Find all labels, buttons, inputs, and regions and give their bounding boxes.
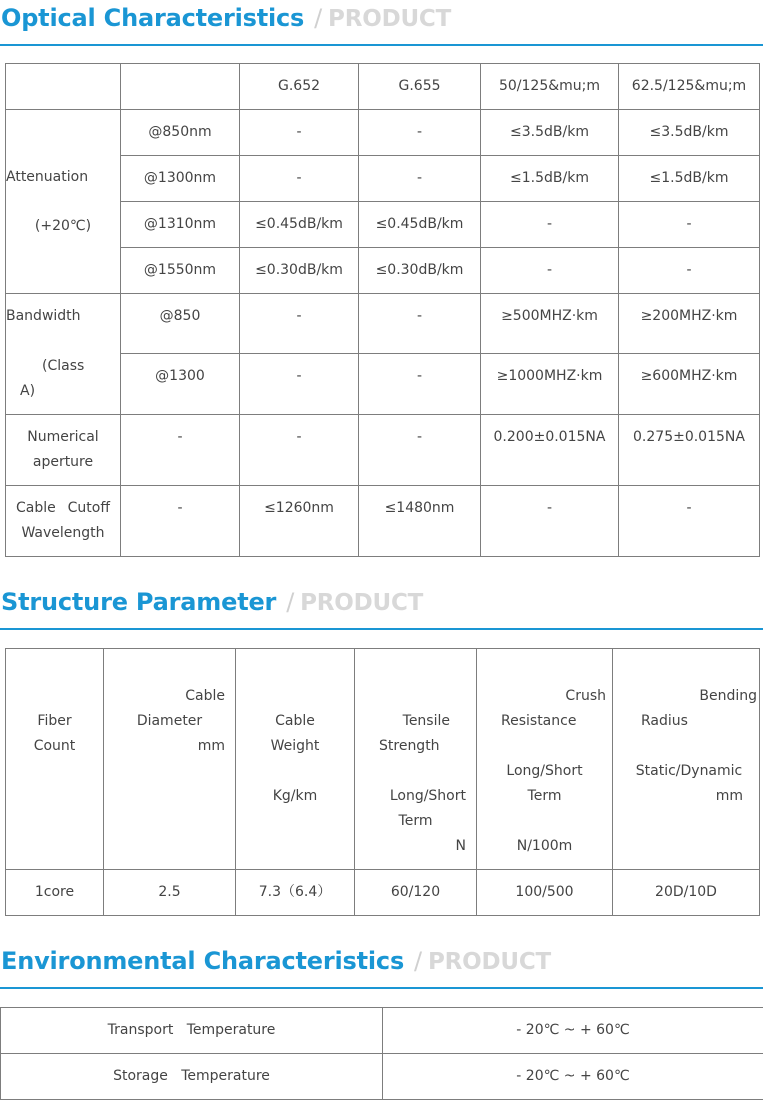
header-cell [121,64,240,110]
optical-heading: Optical Characteristics / PRODUCT [0,0,763,46]
cell: - [121,415,240,486]
cell: ≤0.30dB/km [240,248,359,294]
structure-title: Structure Parameter [1,588,277,616]
cell: ≤0.45dB/km [240,202,359,248]
cell: ≥600MHZ·km [619,354,760,415]
numerical-aperture-label: Numerical aperture [6,415,121,486]
cell: ≤0.45dB/km [359,202,481,248]
cell: - 20℃ ~ + 60℃ [383,1008,763,1054]
cell: @1300 [121,354,240,415]
attenuation-label: Attenuation (+20℃) [6,110,121,294]
cell: - [619,486,760,557]
cell: ≤3.5dB/km [481,110,619,156]
cell: - [359,415,481,486]
environmental-title: Environmental Characteristics [1,947,405,975]
environmental-heading: Environmental Characteristics / PRODUCT [0,943,763,989]
cell: - [240,156,359,202]
table-row [6,64,760,110]
environmental-tag: PRODUCT [427,949,551,975]
cell: 0.200±0.015NA [481,415,619,486]
header-cell: G.652 [240,64,359,110]
cell: @1550nm [121,248,240,294]
crush-header: Crush Resistance Long/Short Term N/100m [477,649,613,870]
table-row [6,110,760,156]
header-cell: 50/125&mu;m [481,64,619,110]
optical-table [5,63,760,557]
cell: @850nm [121,110,240,156]
cutoff-label: Cable Cutoff Wavelength [6,486,121,557]
cell: - [121,486,240,557]
table-row [6,415,760,486]
cell: - [240,354,359,415]
cell: ≤1.5dB/km [481,156,619,202]
header-cell: G.655 [359,64,481,110]
diameter-header: Cable Diameter mm [104,649,236,870]
tensile-header: Tensile Strength Long/Short Term N [355,649,477,870]
table-row [6,486,760,557]
cell: ≤1260nm [240,486,359,557]
cell: Storage Temperature [1,1054,383,1100]
cell: - [619,248,760,294]
fiber-count-header: Fiber Count [6,649,104,870]
structure-tag: PRODUCT [300,590,424,616]
structure-heading: Structure Parameter / PRODUCT [0,584,763,630]
cell: @1300nm [121,156,240,202]
cell: ≤1.5dB/km [619,156,760,202]
cell: - [359,354,481,415]
bending-header: Bending Radius Static/Dynamic mm [613,649,760,870]
cell: - [240,415,359,486]
cell: - [359,156,481,202]
cell: - [359,110,481,156]
cell: ≥1000MHZ·km [481,354,619,415]
cell: @1310nm [121,202,240,248]
cell: Transport Temperature [1,1008,383,1054]
cell: 0.275±0.015NA [619,415,760,486]
table-row [6,649,760,870]
cell: @850 [121,294,240,354]
cell: - [359,294,481,354]
structure-table [5,648,760,916]
header-cell: 62.5/125&mu;m [619,64,760,110]
bandwidth-label: Bandwidth (Class A) [6,294,121,415]
weight-header: Cable Weight Kg/km [236,649,355,870]
cell: - [481,202,619,248]
cell: - 20℃ ~ + 60℃ [383,1054,763,1100]
cell: 1core [6,870,104,916]
environmental-table [0,1007,763,1100]
cell: - [619,202,760,248]
table-row [6,294,760,354]
cell: ≤0.30dB/km [359,248,481,294]
optical-tag: PRODUCT [328,6,452,32]
cell: 20D/10D [613,870,760,916]
cell: ≥200MHZ·km [619,294,760,354]
cell: 7.3（6.4） [236,870,355,916]
cell: - [481,248,619,294]
table-row [1,1054,763,1100]
optical-title: Optical Characteristics [1,4,305,32]
cell: ≤1480nm [359,486,481,557]
cell: ≥500MHZ·km [481,294,619,354]
table-row [6,870,760,916]
table-row [1,1008,763,1054]
cell: - [240,294,359,354]
cell: 60/120 [355,870,477,916]
cell: 100/500 [477,870,613,916]
cell: - [481,486,619,557]
header-cell [6,64,121,110]
cell: 2.5 [104,870,236,916]
cell: - [240,110,359,156]
cell: ≤3.5dB/km [619,110,760,156]
